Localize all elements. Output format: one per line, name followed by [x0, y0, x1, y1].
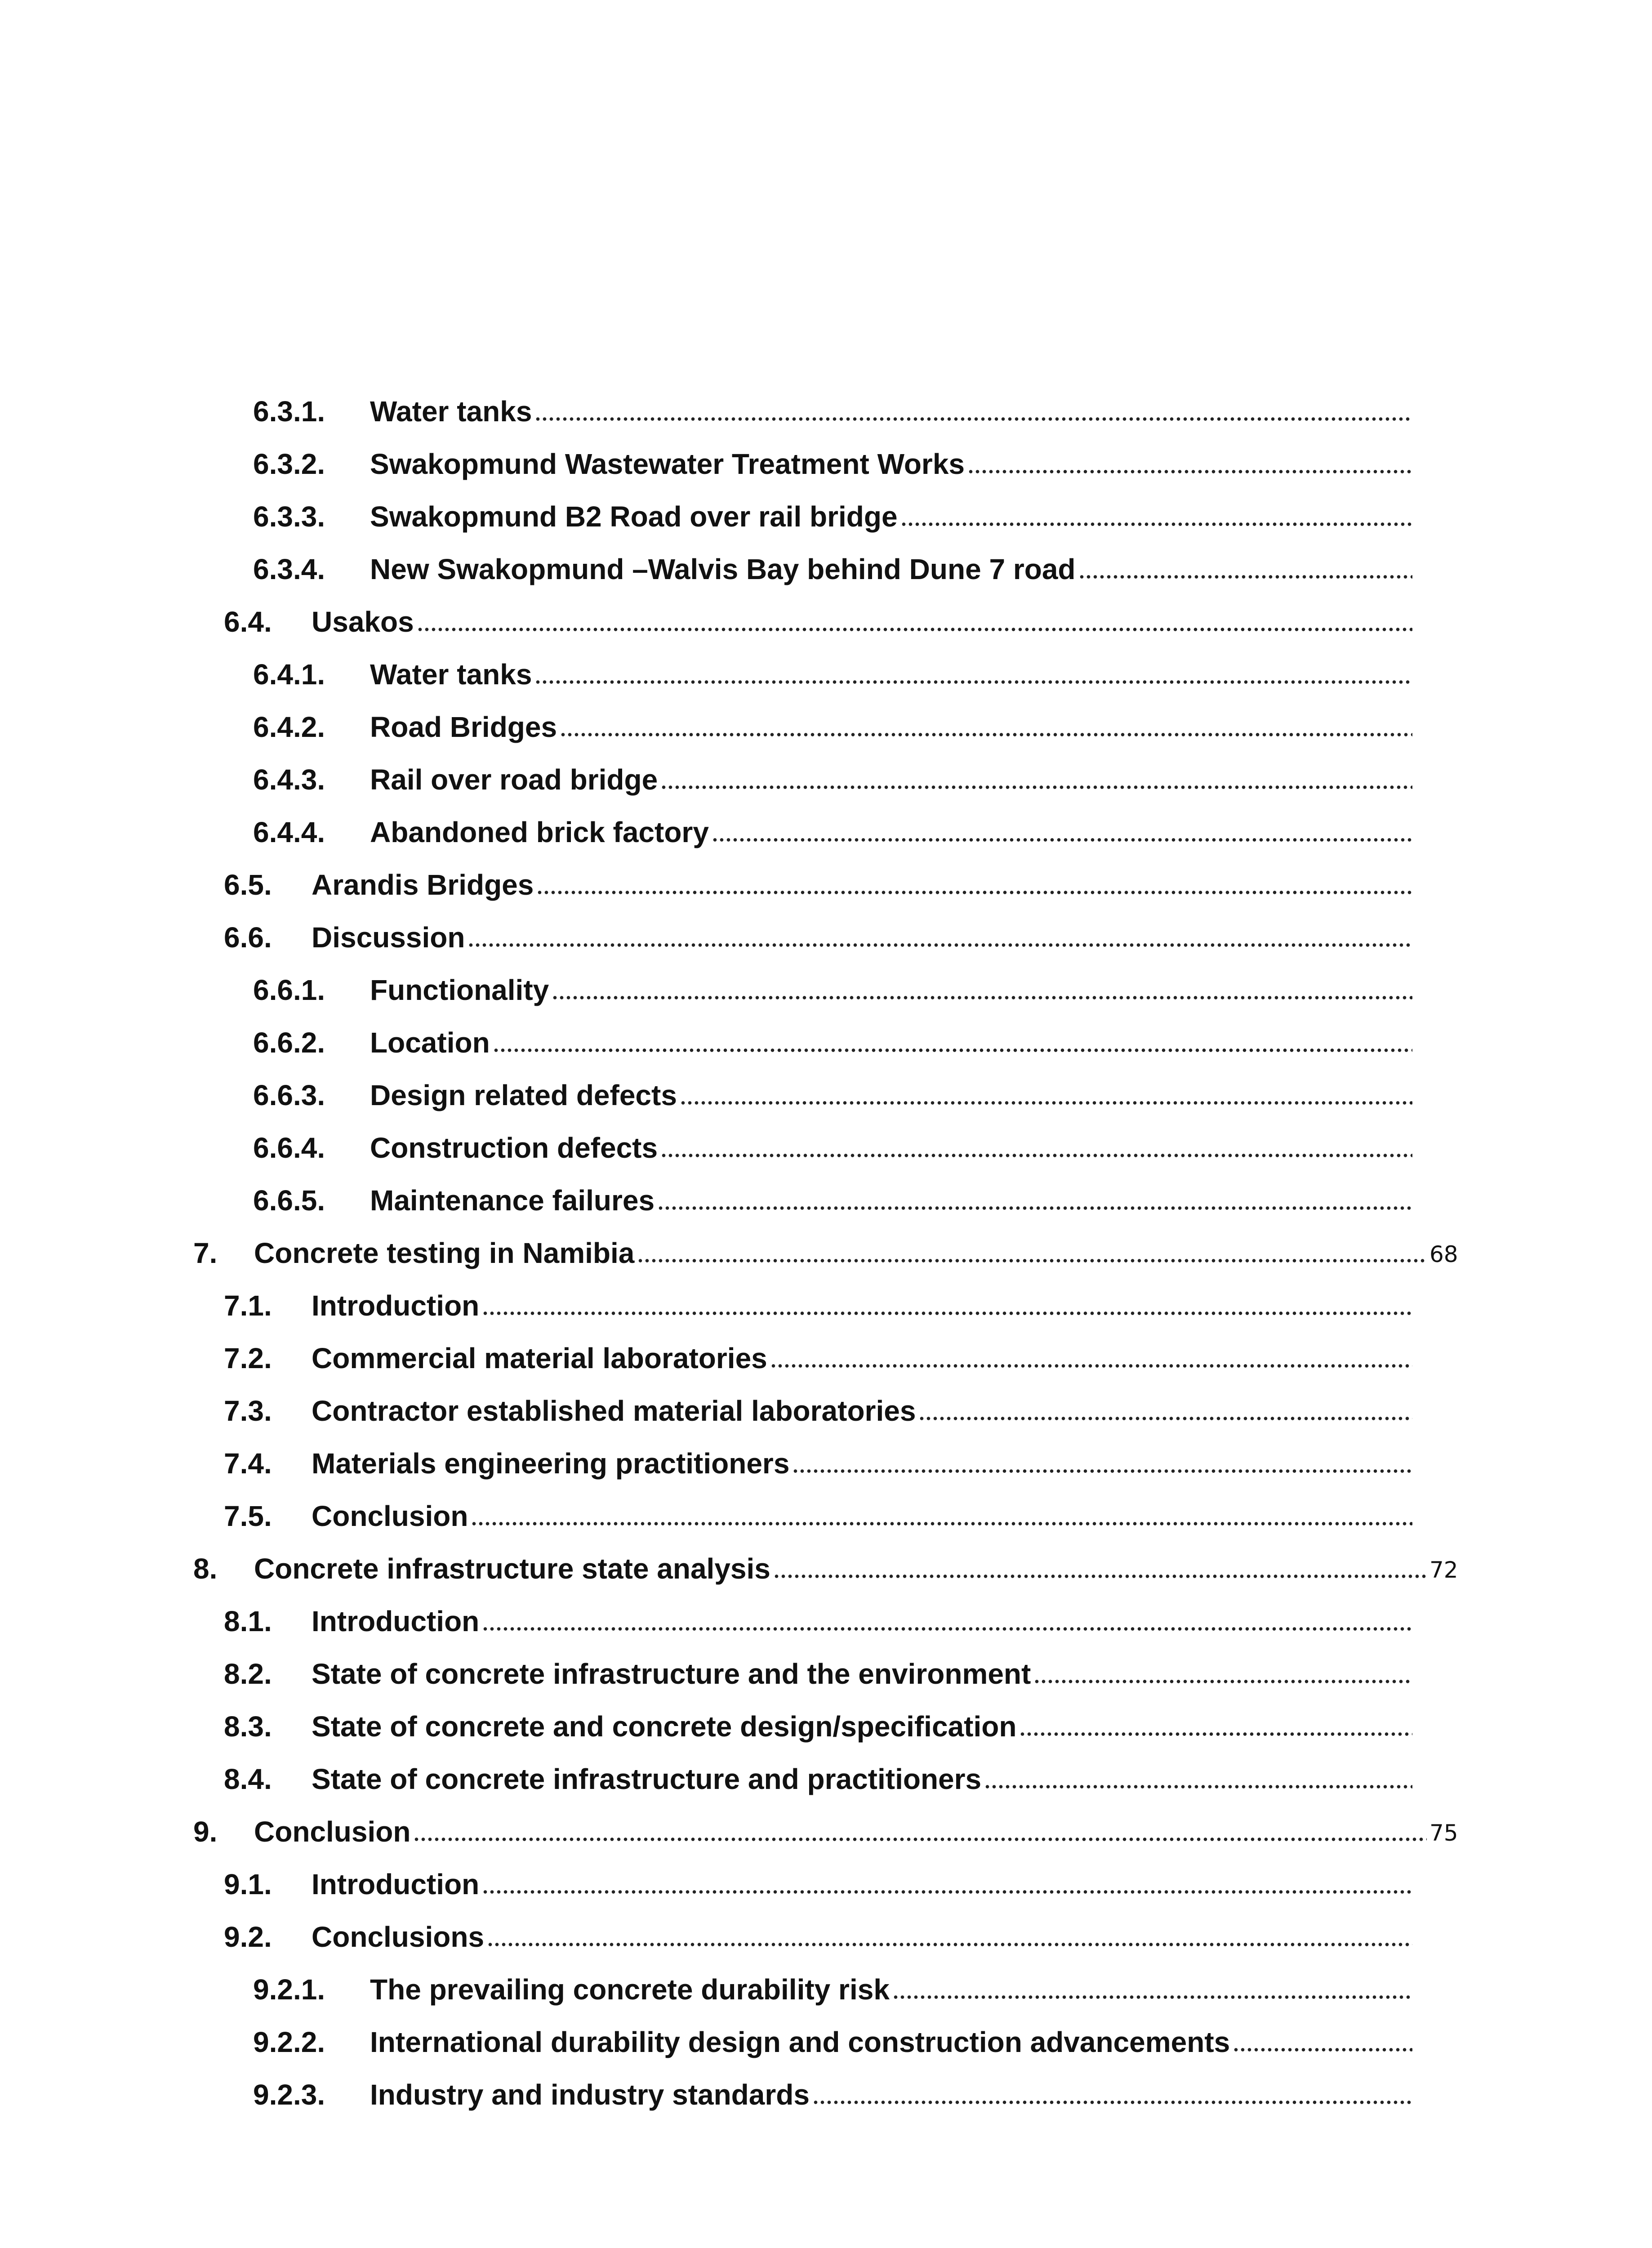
toc-entry[interactable]: [253, 689, 1415, 741]
toc-entry-title: Materials engineering practitioners: [312, 1447, 790, 1480]
toc-entry[interactable]: [224, 1846, 1415, 1899]
toc-entry[interactable]: [253, 2004, 1415, 2056]
toc-entry-number: 6.5.: [224, 869, 272, 901]
toc-entry-number: 6.4.3.: [253, 763, 325, 796]
toc-entry[interactable]: [224, 1899, 1415, 1951]
toc-entry-title: Rail over road bridge: [370, 763, 658, 796]
toc-entry-title: State of concrete and concrete design/specification: [312, 1710, 1017, 1743]
toc-entry[interactable]: [253, 1951, 1415, 2004]
dot-leader: [560, 732, 1412, 737]
toc-entry[interactable]: [224, 1583, 1415, 1636]
toc-entry-title: Conclusions: [312, 1921, 485, 1953]
toc-entry-title: Swakopmund B2 Road over rail bridge: [370, 500, 898, 533]
toc-entry-title: International durability design and construction advancements: [370, 2026, 1230, 2058]
toc-entry[interactable]: [253, 952, 1415, 1004]
dot-leader: [482, 1311, 1412, 1316]
toc-entry[interactable]: [193, 1793, 1465, 1846]
toc-entry[interactable]: [224, 1267, 1415, 1320]
toc-entry[interactable]: [253, 426, 1415, 478]
toc-entry[interactable]: [253, 1004, 1415, 1057]
dot-leader: [770, 1364, 1412, 1368]
toc-entry[interactable]: [253, 741, 1415, 794]
dot-leader: [660, 785, 1412, 789]
dot-leader: [1078, 575, 1413, 579]
toc-entry-number: 6.6.: [224, 921, 272, 954]
toc-entry[interactable]: [253, 373, 1415, 426]
toc-entry[interactable]: [224, 1373, 1415, 1425]
toc-entry-number: 6.4.1.: [253, 658, 325, 691]
toc-entry-number: 6.6.5.: [253, 1184, 325, 1217]
toc-entry-number: 7.2.: [224, 1342, 272, 1374]
dot-leader: [482, 1627, 1412, 1631]
toc-entry-title: Construction defects: [370, 1132, 658, 1164]
toc-entry-title: Introduction: [312, 1868, 480, 1900]
toc-entry-title: Conclusion: [312, 1500, 468, 1532]
toc-entry[interactable]: [253, 636, 1415, 689]
toc-entry-number: 7.4.: [224, 1447, 272, 1480]
toc-entry-title: Functionality: [370, 974, 549, 1006]
dot-leader: [712, 838, 1412, 842]
toc-entry-page-number: 68: [1429, 1241, 1458, 1267]
dot-leader: [536, 890, 1412, 895]
toc-entry-title: Contractor established material laboratories: [312, 1395, 916, 1427]
dot-leader: [967, 469, 1412, 474]
toc-entry-number: 6.4.: [224, 606, 272, 638]
toc-entry-title: Introduction: [312, 1289, 480, 1322]
toc-entry-number: 6.3.1.: [253, 395, 325, 428]
toc-entry-title: Swakopmund Wastewater Treatment Works: [370, 448, 965, 480]
toc-entry-number: 6.6.4.: [253, 1132, 325, 1164]
toc-entry-number: 6.4.2.: [253, 711, 325, 743]
toc-entry-title: Introduction: [312, 1605, 480, 1637]
dot-leader: [773, 1574, 1427, 1579]
toc-entry-number: 6.4.4.: [253, 816, 325, 848]
toc-entry-number: 8.2.: [224, 1658, 272, 1690]
toc-entry-title: State of concrete infrastructure and the environment: [312, 1658, 1031, 1690]
toc-entry-number: 6.6.1.: [253, 974, 325, 1006]
toc-entry-number: 8.3.: [224, 1710, 272, 1743]
toc-entry[interactable]: [224, 1741, 1415, 1793]
toc-entry-title: Water tanks: [370, 658, 532, 691]
toc-entry-number: 9.: [193, 1815, 218, 1848]
dot-leader: [1233, 2047, 1412, 2052]
toc-entry[interactable]: [193, 1530, 1465, 1583]
dot-leader: [413, 1837, 1427, 1842]
toc-entry[interactable]: [253, 1057, 1415, 1110]
dot-leader: [892, 1995, 1412, 1999]
dot-leader: [660, 1153, 1412, 1158]
dot-leader: [984, 1784, 1412, 1789]
toc-entry[interactable]: [253, 1110, 1415, 1162]
toc-entry-title: Design related defects: [370, 1079, 677, 1111]
toc-entry-title: Location: [370, 1026, 490, 1059]
toc-entry[interactable]: [253, 2056, 1415, 2109]
toc-entry-page-number: 72: [1429, 1557, 1458, 1583]
dot-leader: [637, 1258, 1427, 1263]
toc-entry-title: The prevailing concrete durability risk: [370, 1973, 890, 2006]
toc-entry-title: Concrete infrastructure state analysis: [254, 1552, 770, 1585]
toc-entry-number: 6.3.2.: [253, 448, 325, 480]
toc-entry-title: Road Bridges: [370, 711, 557, 743]
toc-entry[interactable]: [224, 1478, 1415, 1530]
toc-entry-number: 8.4.: [224, 1763, 272, 1795]
dot-leader: [468, 943, 1412, 947]
dot-leader: [493, 1048, 1412, 1053]
toc-entry[interactable]: [253, 794, 1415, 847]
toc-entry[interactable]: [224, 847, 1415, 899]
toc-entry[interactable]: [224, 584, 1415, 636]
toc-entry-title: Arandis Bridges: [312, 869, 534, 901]
toc-entry-number: 6.3.3.: [253, 500, 325, 533]
toc-entry-number: 8.1.: [224, 1605, 272, 1637]
toc-entry[interactable]: [224, 1688, 1415, 1741]
toc-entry-number: 9.1.: [224, 1868, 272, 1900]
toc-entry-title: Commercial material laboratories: [312, 1342, 767, 1374]
dot-leader: [792, 1469, 1412, 1473]
toc-entry-number: 7.5.: [224, 1500, 272, 1532]
dot-leader: [471, 1521, 1412, 1526]
toc-entry-number: 7.: [193, 1237, 218, 1269]
toc-entry[interactable]: [224, 1636, 1415, 1688]
toc-entry-number: 9.2.1.: [253, 1973, 325, 2006]
toc-entry-number: 9.2.2.: [253, 2026, 325, 2058]
dot-leader: [482, 1890, 1412, 1894]
toc-entry-number: 8.: [193, 1552, 218, 1585]
toc-entry-number: 6.6.2.: [253, 1026, 325, 1059]
dot-leader: [657, 1206, 1412, 1210]
dot-leader: [534, 680, 1412, 684]
toc-entry-title: Industry and industry standards: [370, 2079, 810, 2111]
dot-leader: [812, 2100, 1412, 2105]
toc-entry-number: 9.2.3.: [253, 2079, 325, 2111]
dot-leader: [552, 995, 1412, 1000]
dot-leader: [1019, 1732, 1412, 1736]
dot-leader: [417, 627, 1412, 632]
toc-entry[interactable]: [253, 478, 1415, 531]
dot-leader: [487, 1942, 1412, 1947]
toc-entry[interactable]: [224, 1425, 1415, 1478]
toc-entry-title: Usakos: [312, 606, 414, 638]
toc-entry-number: 9.2.: [224, 1921, 272, 1953]
toc-entry-title: Concrete testing in Namibia: [254, 1237, 635, 1269]
toc-entry-title: Abandoned brick factory: [370, 816, 709, 848]
toc-entry-title: New Swakopmund –Walvis Bay behind Dune 7 road: [370, 553, 1076, 585]
toc-entry-number: 7.3.: [224, 1395, 272, 1427]
dot-leader: [534, 417, 1412, 421]
toc-entry[interactable]: [253, 1162, 1415, 1215]
toc-entry-title: Water tanks: [370, 395, 532, 428]
toc-entry-page-number: 75: [1429, 1820, 1458, 1846]
toc-entry[interactable]: [224, 1320, 1415, 1373]
dot-leader: [918, 1416, 1412, 1421]
dot-leader: [900, 522, 1412, 526]
toc-entry-title: Maintenance failures: [370, 1184, 655, 1217]
dot-leader: [680, 1101, 1412, 1105]
toc-entry-title: State of concrete infrastructure and practitioners: [312, 1763, 982, 1795]
toc-entry-title: Discussion: [312, 921, 465, 954]
toc-entry-number: 7.1.: [224, 1289, 272, 1322]
toc-entry[interactable]: [253, 531, 1415, 584]
toc-entry[interactable]: [224, 899, 1415, 952]
toc-entry-number: 6.3.4.: [253, 553, 325, 585]
dot-leader: [1033, 1679, 1412, 1684]
toc-entry-title: Conclusion: [254, 1815, 411, 1848]
toc-entry-number: 6.6.3.: [253, 1079, 325, 1111]
toc-entry[interactable]: [193, 1215, 1465, 1267]
